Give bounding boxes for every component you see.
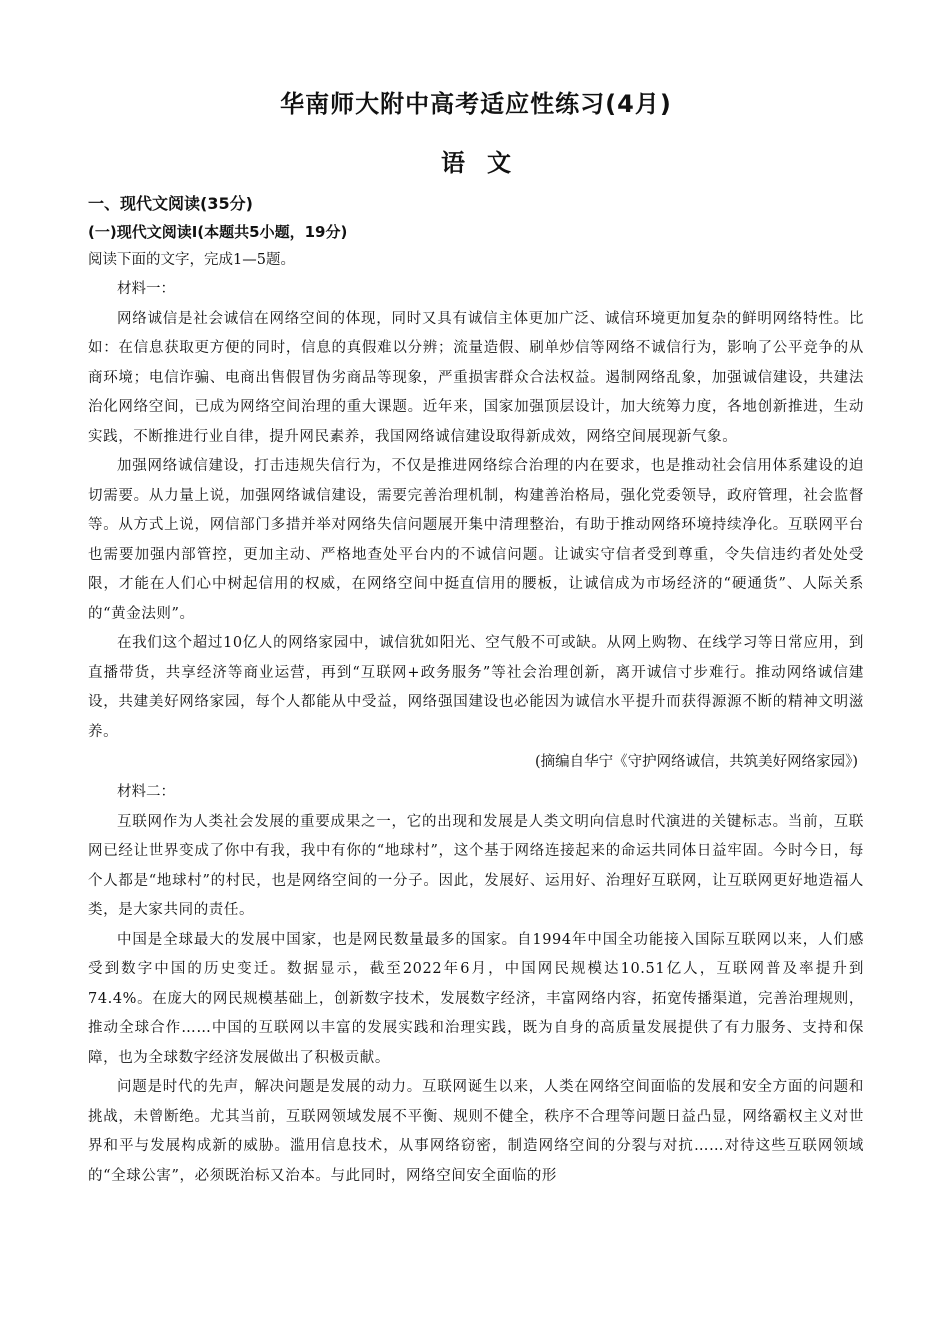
material-two-paragraph: 中国是全球最大的发展中国家，也是网民数量最多的国家。自1994年中国全功能接入国际互联网以来，人们感受到数字中国的历史变迁。数据显示，截至2022年6月，中国网民规模达10.51亿人，互联网普及率提升到74.4%。在庞大的网民规模基础上，创新数字技术，发展数字经济，丰富网络内容，拓宽传播渠道，完善治理规则，推动全球合作……中国的互联网以丰富的发展实践和治理实践，既为自身的高质量发展提供了有力服务、支持和保障，也为全球数字经济发展做出了积极贡献。	[88, 931, 864, 1066]
material-one-paragraph: 在我们这个超过10亿人的网络家园中，诚信犹如阳光、空气般不可或缺。从网上购物、在线学习等日常应用，到直播带货，共享经济等商业运营，再到“互联网+政务服务”等社会治理创新，离开诚信寸步难行。推动网络诚信建设，共建美好网络家园，每个人都能从中受益，网络强国建设也必能因为诚信水平提升而获得源源不断的精神文明滋养。	[88, 635, 864, 740]
material-one-source: (摘编自华宁《守护网络诚信，共筑美好网络家园》)	[534, 754, 858, 770]
material-one-paragraph: 加强网络诚信建设，打击违规失信行为，不仅是推进网络综合治理的内在要求，也是推动社会信用体系建设的迫切需要。从力量上说，加强网络诚信建设，需要完善治理机制，构建善治格局，强化党委领导，政府管理，社会监督等。从方式上说，网信部门多措并举对网络失信问题展开集中清理整治，有助于推动网络环境持续净化。互联网平台也需要加强内部管控，更加主动、严格地查处平台内的不诚信问题。让诚实守信者受到尊重，令失信违约者处处受限，才能在人们心中树起信用的权威，在网络空间中挺直信用的腰板，让诚信成为市场经济的“硬通货”、人际关系的“黄金法则”。	[88, 458, 864, 622]
exam-title: 华南师大附中高考适应性练习(4月)	[280, 90, 672, 118]
section-heading: 一、现代文阅读(35分)	[88, 194, 253, 213]
subject-title: 语文	[441, 149, 533, 177]
material-one-label: 材料一：	[117, 281, 175, 297]
material-two-paragraph: 问题是时代的先声，解决问题是发展的动力。互联网诞生以来，人类在网络空间面临的发展和安全方面的问题和挑战，未曾断绝。尤其当前，互联网领域发展不平衡、规则不健全，秩序不合理等问题日益凸显，网络霸权主义对世界和平与发展构成新的威胁。滥用信息技术，从事网络窃密，制造网络空间的分裂与对抗……对待这些互联网领域的“全球公害”，必须既治标又治本。与此同时，网络空间安全面临的形	[88, 1079, 864, 1184]
material-one-paragraph: 网络诚信是社会诚信在网络空间的体现，同时又具有诚信主体更加广泛、诚信环境更加复杂的鲜明网络特性。比如：在信息获取更方便的同时，信息的真假难以分辨；流量造假、刷单炒信等网络不诚信行为，影响了公平竞争的从商环境；电信诈骗、电商出售假冒伪劣商品等现象，严重损害群众合法权益。遏制网络乱象，加强诚信建设，共建法治化网络空间，已成为网络空间治理的重大课题。近年来，国家加强顶层设计，加大统筹力度，各地创新推进，生动实践，不断推进行业自律，提升网民素养，我国网络诚信建设取得新成效，网络空间展现新气象。	[88, 310, 864, 445]
material-two-label: 材料二：	[117, 784, 175, 800]
exam-page	[88, 86, 864, 1191]
reading-instruction: 阅读下面的文字，完成1—5题。	[88, 252, 295, 268]
material-two-paragraph: 互联网作为人类社会发展的重要成果之一，它的出现和发展是人类文明向信息时代演进的关键标志。当前，互联网已经让世界变成了你中有我，我中有你的“地球村”，这个基于网络连接起来的命运共同体日益牢固。今时今日，每个人都是“地球村”的村民，也是网络空间的一分子。因此，发展好、运用好、治理好互联网，让互联网更好地造福人类，是大家共同的责任。	[88, 813, 864, 918]
subsection-heading: (一)现代文阅读I(本题共5小题，19分)	[88, 223, 348, 241]
